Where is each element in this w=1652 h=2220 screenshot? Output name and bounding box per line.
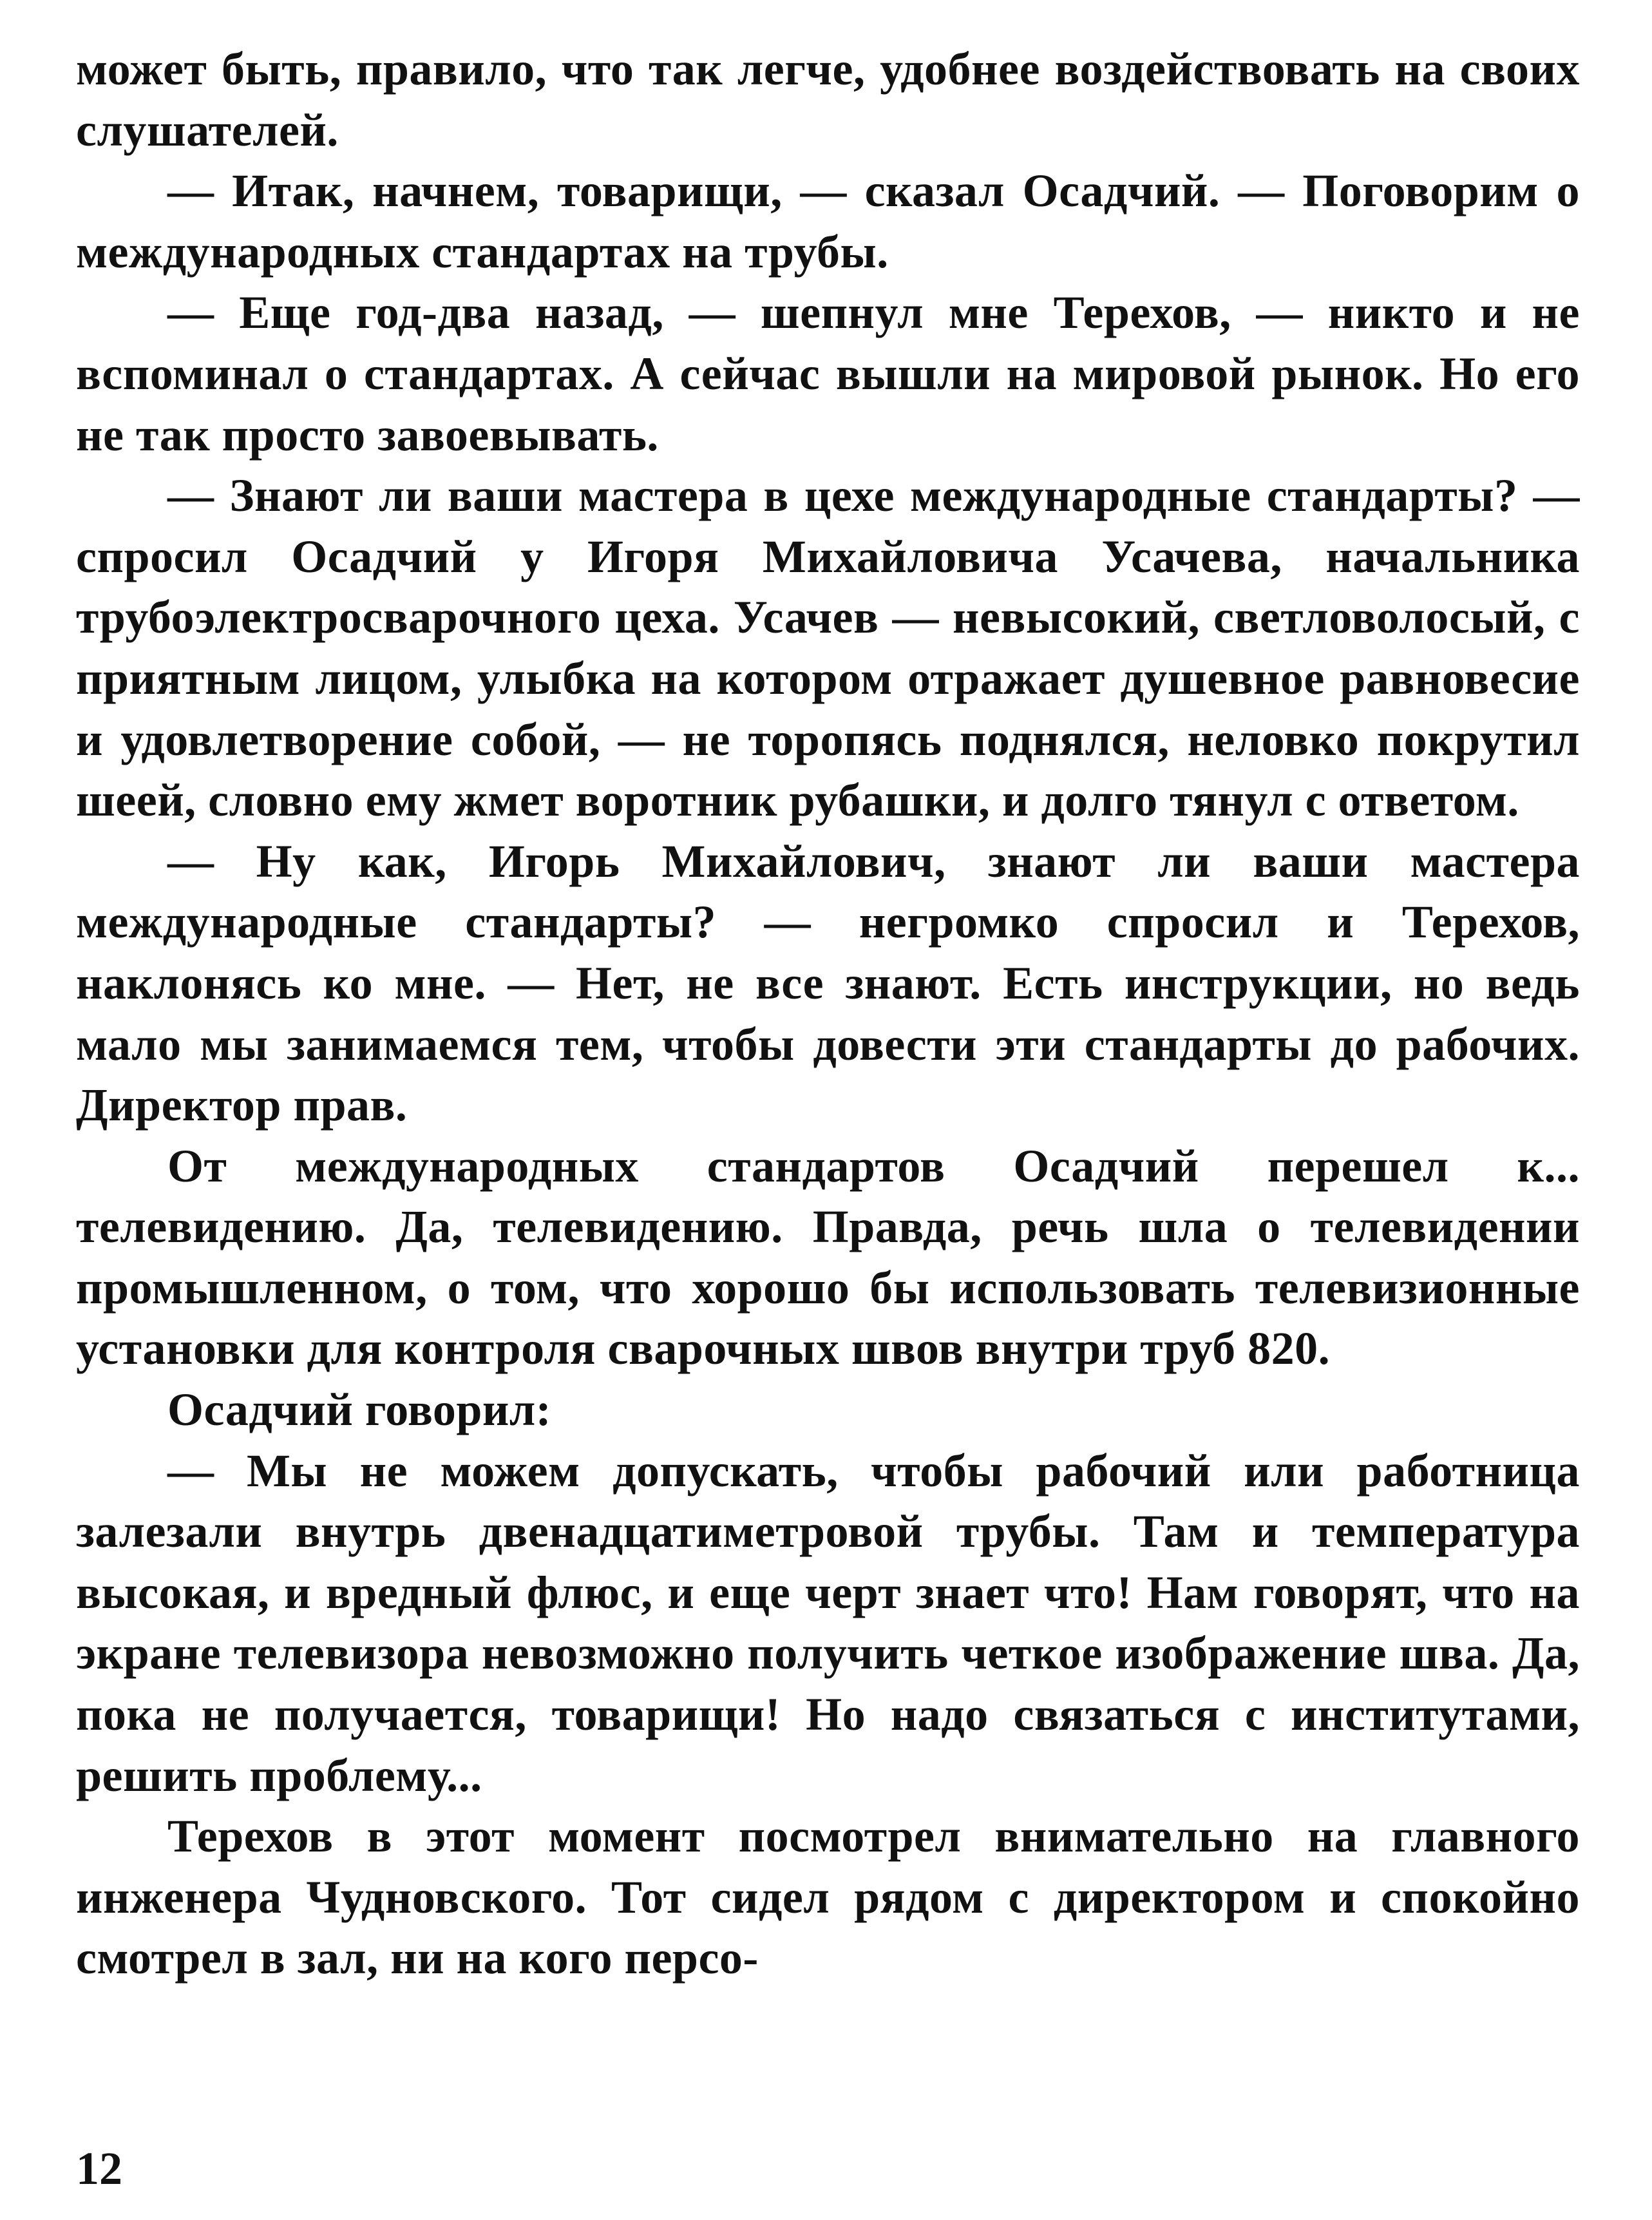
paragraph-9: Терехов в этот момент посмотрел внимательно на главного инженера Чудновского. Тот сидел рядом с директором и спокойно смотрел в зал, ни на кого персо- <box>76 1810 1580 1984</box>
paragraph-4: — Знают ли ваши мастера в цехе международные стандарты? — спросил Осадчий у Игоря Михайловича Усачева, начальника трубоэлектросварочного цеха. Усачев — невысокий, светловолосый, с приятным лицом, улыбка на котором отражает душевное равновесие и удовлетворение собой, — не торопясь поднялся, неловко покрутил шеей, словно ему жмет воротник рубашки, и долго тянул с ответом. <box>76 470 1580 827</box>
paragraph-1: может быть, правило, что так легче, удобнее воздействовать на своих слушателей. <box>76 43 1580 156</box>
paragraph-5: — Ну как, Игорь Михайлович, знают ли ваши мастера международные стандарты? — негромко спросил и Терехов, наклонясь ко мне. — Нет, не все знают. Есть инструкции, но ведь мало мы занимаемся тем, чтобы довести эти стандарты до рабочих. Директор прав. <box>76 835 1580 1131</box>
paragraph-3: — Еще год-два назад, — шепнул мне Терехов, — никто и не вспоминал о стандартах. А сейчас вышли на мировой рынок. Но его не так просто завоевывать. <box>76 287 1580 461</box>
paragraph-2: — Итак, начнем, товарищи, — сказал Осадчий. — Поговорим о международных стандартах на трубы. <box>76 165 1580 278</box>
page-number: 12 <box>76 2143 122 2194</box>
paragraph-7: Осадчий говорил: <box>167 1384 552 1436</box>
paragraph-6: От международных стандартов Осадчий перешел к... телевидению. Да, телевидению. Правда, речь шла о телевидении промышленном, о том, что хорошо бы использовать телевизионные установки для контроля сварочных швов внутри труб 820. <box>76 1140 1580 1375</box>
page-body <box>76 39 1580 1989</box>
paragraph-8: — Мы не можем допускать, чтобы рабочий или работница залезали внутрь двенадцатиметровой трубы. Там и температура высокая, и вредный флюс, и еще черт знает что! Нам говорят, что на экране телевизора невозможно получить четкое изображение шва. Да, пока не получается, товарищи! Но надо связаться с институтами, решить проблему... <box>76 1444 1580 1801</box>
